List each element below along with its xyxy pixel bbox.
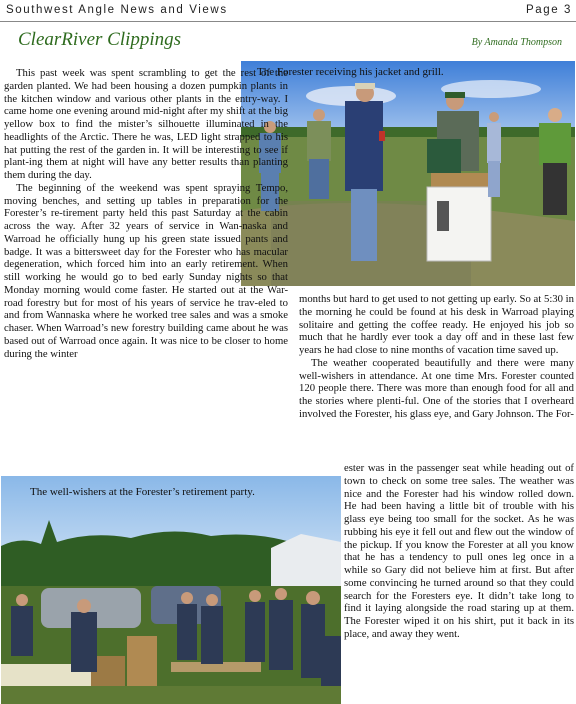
article-column-3 (344, 462, 574, 641)
article-paragraph: ester was in the passenger seat while heading out of town to check on some tree sales. The weather was nice and the Forester had his window rolled down. He had been having a little bit of trouble with his glass eye being too small for the socket. As he was rubbing his eye it fell out and flew out the window of the pickup. If you know the Forester at all you know that he has a tendency to pull ones leg once in a while so Gary did not believe him at first. But after some convincing he turned around so that they could search for the Foresters eye. It didn’t take long to find it laying alongside the road staring up at them. The Forester wiped it on his shirt, put it back in its place, and away they went. (344, 462, 574, 640)
photo-caption-party: The well-wishers at the Forester’s retirement party. (30, 486, 255, 498)
article-column-2 (299, 293, 574, 421)
article-paragraph: months but hard to get used to not getting up early. So at 5:30 in the morning he could be found at his desk in Warroad playing solitaire and getting the coffee ready. He enjoyed his job so much that he hardly ever took a day off and in these last few years he had close to nine months of vacation time saved up. (299, 293, 574, 356)
publication-header: Southwest Angle News and Views (6, 4, 228, 16)
byline: By Amanda Thompson (471, 37, 562, 48)
page-number: Page 3 (525, 4, 572, 16)
header-rule (0, 21, 576, 22)
article-paragraph: The beginning of the weekend was spent spraying Tempo, moving benches, and setting up tables in preparation for the Forester’s re-tirement party held this past Saturday at the cabin across the way. After 32 years of service in Wan-naska and Warroad he officially hung up his green state issued pants and badge. It was a bittersweet day for the Forester who has macular degeneration, which forced him into an early retirement. When still working he would go to bed early Sunday nights so that Monday morning would come faster. He started out at the War-road forestry but for most of his years of service he trav-eled to and from Wannaska where he worked tree sales and was a smoke chaser. When Warroad’s new forestry building came about he was based out of Warroad once again. It was nice to be closer to home during the winter (4, 181, 288, 360)
photo-forester-jacket (241, 61, 575, 286)
article-column-1 (4, 67, 288, 360)
article-paragraph: The weather cooperated beautifully and there were many well-wishers in attendance. At one time Mrs. Forester counted 120 people there. There was more than enough food for all and the stories where plenti-ful. One of the stories that I overheard involved the Forester, his glass eye, and Gary Johnson. The For- (299, 356, 574, 420)
column-title: ClearRiver Clippings (18, 29, 182, 50)
photo-retirement-party (1, 476, 341, 704)
article-paragraph: This past week was spent scrambling to get the rest of the garden planted. We had been housing a dozen pumpkin plants in the kitchen window and various other plants in the entry-way. I came home one evening around mid-night after my shift at the big yellow box to find the mister’s silhouette illuminated in the headlights of the Arctic. There he was, LED light strapped to his hat putting the rest of the garden in. It will be interesting to see if plant-ing them at night will have any better results than planting them during the day. (4, 67, 288, 181)
photo-caption-jacket: The Forester receiving his jacket and grill. (257, 66, 444, 78)
